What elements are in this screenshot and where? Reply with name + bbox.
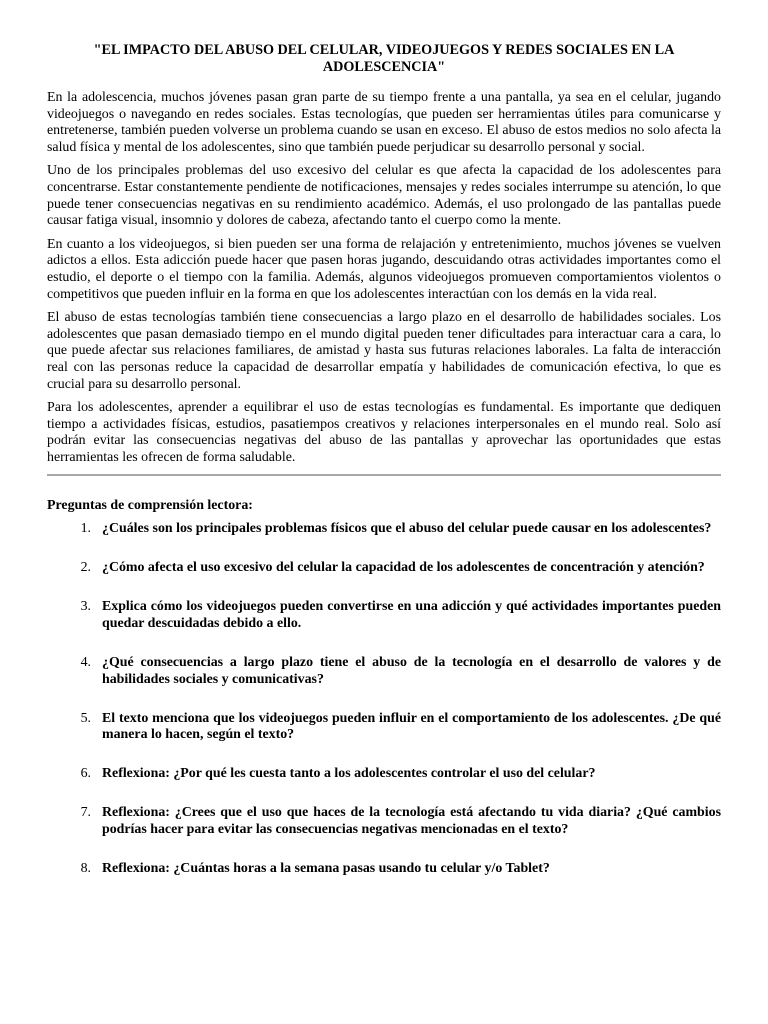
question-text: Reflexiona: ¿Por qué les cuesta tanto a los adolescentes controlar el uso del celular? — [102, 766, 596, 782]
question-text: ¿Cuáles son los principales problemas físicos que el abuso del celular puede causar en los adolescentes? — [102, 521, 712, 537]
questions-heading: Preguntas de comprensión lectora: — [47, 498, 253, 514]
question-number: 3. — [80, 599, 91, 615]
article-body — [47, 90, 721, 466]
paragraph-4: El abuso de estas tecnologías también tiene consecuencias a largo plazo en el desarrollo de habilidades sociales. Los adolescentes que pasan demasiado tiempo en el mundo digital pueden tener dificultades para interactuar cara a cara, lo que puede afectar sus relaciones familiares, de amistad y hasta sus futuras relaciones laborales. La falta de interacción real con las personas reduce la capacidad de desarrollar empatía y habilidades de comunicación efectiva, lo que es crucial para su desarrollo personal. — [47, 310, 721, 392]
question-number: 8. — [80, 861, 91, 877]
question-item — [47, 766, 721, 783]
question-item — [47, 521, 721, 538]
question-text: El texto menciona que los videojuegos pueden influir en el comportamiento de los adolescentes. ¿De qué manera lo hacen, según el texto? — [102, 710, 721, 743]
paragraph-1: En la adolescencia, muchos jóvenes pasan gran parte de su tiempo frente a una pantalla, ya sea en el celular, jugando videojuegos o navegando en redes sociales. Estas tecnologías, que pueden ser herramientas útiles para comunicarse y entretenerse, también pueden volverse un problema cuando se usan en exceso. El abuso de estos medios no solo afecta la salud física y mental de los adolescentes, sino que también puede perjudicar su desarrollo personal y social. — [47, 90, 721, 155]
question-number: 2. — [80, 560, 91, 576]
question-text: ¿Qué consecuencias a largo plazo tiene el abuso de la tecnología en el desarrollo de valores y de habilidades sociales y comunicativas? — [102, 654, 721, 687]
question-number: 4. — [80, 654, 91, 670]
question-text: Reflexiona: ¿Crees que el uso que haces de la tecnología está afectando tu vida diaria? ¿Qué cambios podrías hacer para evitar las consecuencias negativas mencionadas en el texto? — [102, 805, 721, 837]
paragraph-2: Uno de los principales problemas del uso excesivo del celular es que afecta la capacidad de los adolescentes para concentrarse. Estar constantemente pendiente de notificaciones, mensajes y redes sociales interrumpe su atención, lo que puede tener consecuencias negativas en su rendimiento académico. Además, el uso prolongado de las pantallas puede causar fatiga visual, insomnio y dolores de cabeza, afectando tanto el cuerpo como la mente. — [47, 163, 721, 229]
question-number: 5. — [80, 710, 91, 726]
paragraph-3: En cuanto a los videojuegos, si bien pueden ser una forma de relajación y entretenimiento, muchos jóvenes se vuelven adictos a ellos. Esta adicción puede hacer que pasen horas jugando, descuidando otras actividades importantes como el estudio, el deporte o el tiempo con la familia. Además, algunos videojuegos promueven comportamientos violentos o competitivos que pueden influir en la forma en que los adolescentes interactúan con los demás en la vida real. — [47, 236, 721, 302]
question-item — [47, 655, 721, 688]
question-text: Explica cómo los videojuegos pueden convertirse en una adicción y qué actividades importantes pueden quedar descuidadas debido a ello. — [102, 599, 721, 631]
section-divider — [47, 474, 721, 476]
document-title: "EL IMPACTO DEL ABUSO DEL CELULAR, VIDEOJUEGOS Y REDES SOCIALES EN LA ADOLESCENCIA" — [93, 42, 675, 75]
paragraph-5: Para los adolescentes, aprender a equilibrar el uso de estas tecnologías es fundamental. Es importante que dediquen tiempo a actividades físicas, estudios, pasatiempos creativos y relaciones interpersonales en el mundo real. Solo así podrán evitar las consecuencias negativas del abuso de las pantallas y aprovechar las oportunidades que estas herramientas les ofrecen de forma saludable. — [47, 400, 721, 465]
question-text: Reflexiona: ¿Cuántas horas a la semana pasas usando tu celular y/o Tablet? — [102, 861, 550, 877]
question-item — [47, 711, 721, 744]
question-item — [47, 861, 721, 878]
question-text: ¿Cómo afecta el uso excesivo del celular la capacidad de los adolescentes de concentración y atención? — [102, 560, 705, 576]
question-item — [47, 599, 721, 632]
question-number: 1. — [80, 521, 91, 537]
questions-list — [47, 521, 721, 878]
question-number: 6. — [80, 766, 91, 782]
question-item — [47, 560, 721, 577]
question-item — [47, 805, 721, 838]
question-number: 7. — [80, 805, 91, 821]
